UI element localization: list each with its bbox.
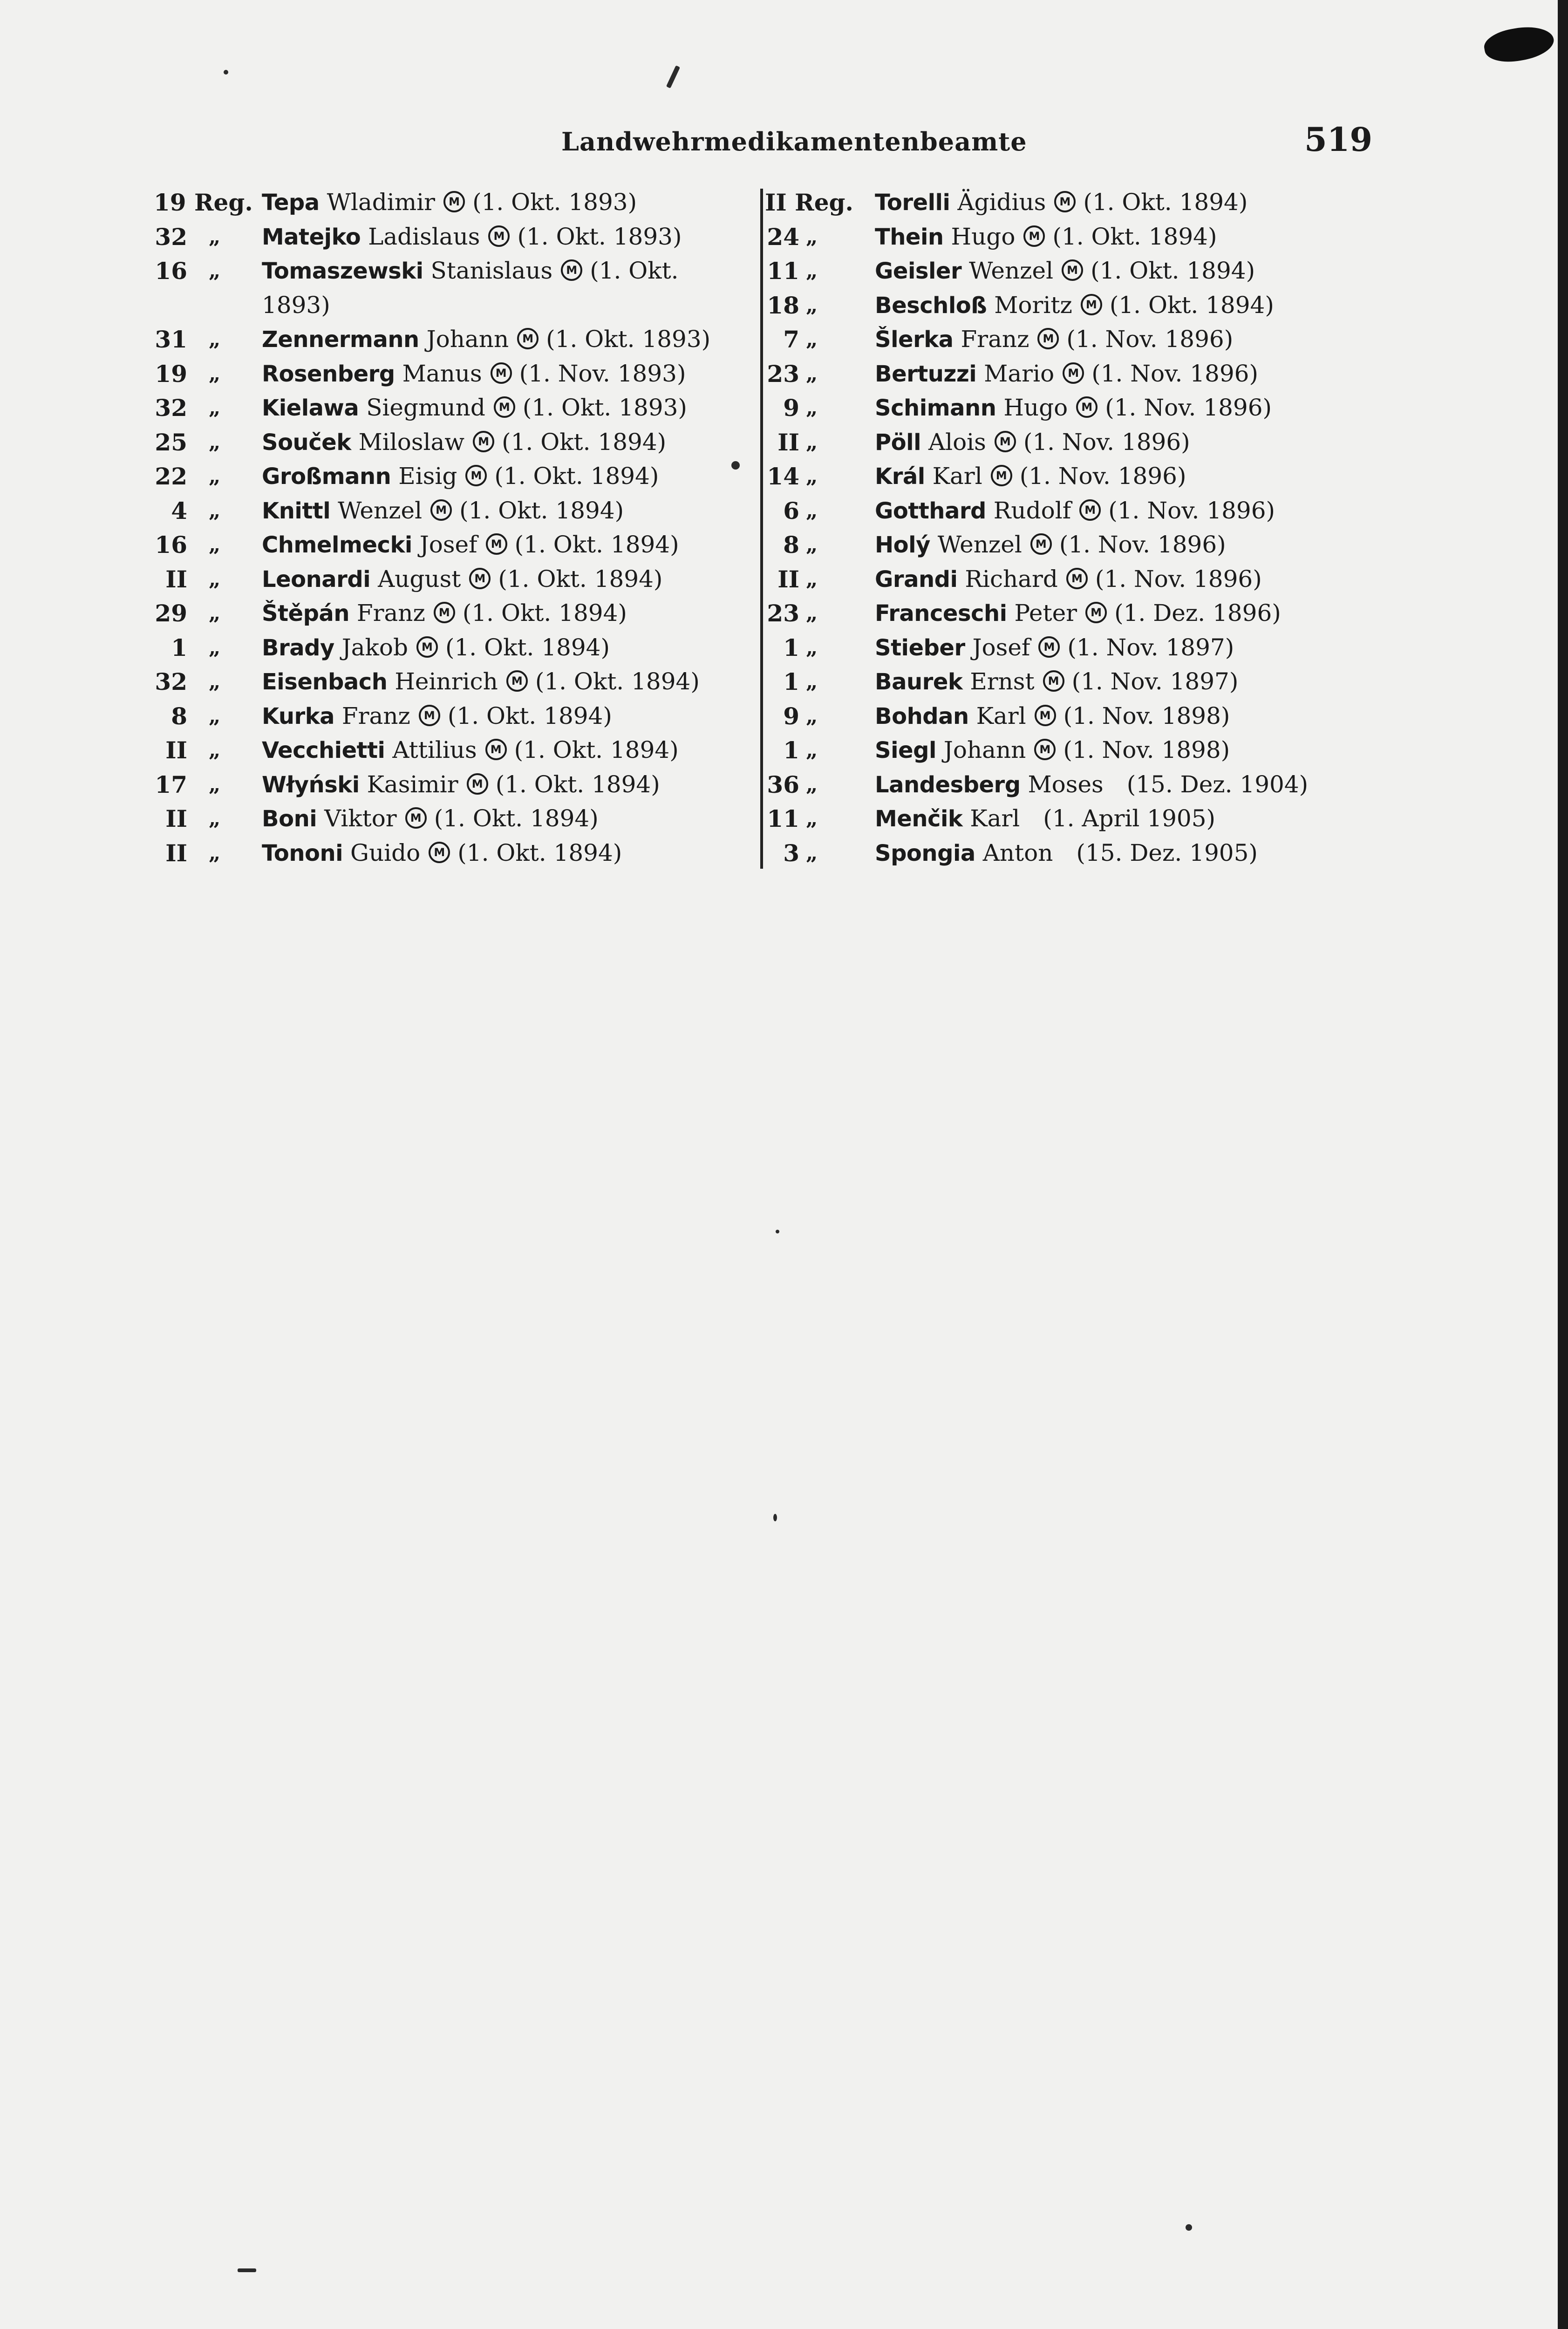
ink-blot: [1482, 22, 1556, 67]
appointment-date: (1. Nov. 1898): [1063, 736, 1230, 763]
first-name: Karl: [932, 463, 982, 490]
ditto-mark: „: [806, 567, 818, 591]
surname: Knittl: [262, 497, 331, 524]
appointment-date: (15. Dez. 1905): [1076, 839, 1258, 866]
ditto-mark: „: [209, 670, 221, 694]
ditto-mark: „: [806, 225, 818, 249]
ditto-mark: „: [209, 841, 221, 865]
ditto-mark: „: [806, 807, 818, 831]
ditto-mark: „: [806, 601, 818, 625]
first-name: Rudolf: [993, 497, 1071, 524]
regiment-number: 16: [155, 531, 187, 558]
ditto-mark: „: [209, 430, 221, 454]
person-entry: [262, 459, 659, 494]
appointment-date: (1. Okt. 1893): [546, 326, 711, 353]
first-name: Wenzel: [937, 531, 1022, 558]
regiment-number: 23: [767, 599, 799, 627]
surname: Tomaszewski: [262, 258, 423, 284]
first-name: Hugo: [1003, 394, 1068, 421]
surname: Kurka: [262, 703, 335, 729]
regiment-number: 25: [155, 428, 187, 456]
ditto-mark: „: [209, 464, 221, 488]
surname: Eisenbach: [262, 669, 388, 695]
regiment-number: II Reg.: [765, 189, 853, 216]
circled-m-icon: M: [486, 533, 507, 555]
first-name: Karl: [976, 702, 1026, 729]
appointment-date: (1. Nov. 1896): [1108, 497, 1275, 524]
regiment-number: 14: [767, 463, 799, 490]
regiment-number: 9: [783, 702, 799, 730]
first-name: Ernst: [970, 668, 1035, 695]
first-name: Franz: [356, 599, 425, 627]
scan-speck: [731, 461, 740, 470]
regiment-number: 16: [155, 257, 187, 285]
appointment-date: (1. Okt. 1894): [535, 668, 700, 695]
first-name: Heinrich: [395, 668, 498, 695]
appointment-date: (1. Okt. 1894): [494, 463, 659, 490]
first-name: Peter: [1014, 599, 1077, 627]
first-name: Attilius: [392, 736, 477, 763]
circled-m-icon: M: [1085, 602, 1107, 623]
person-entry: [875, 836, 1258, 871]
surname: Włyński: [262, 771, 360, 798]
regiment-number: 6: [783, 497, 799, 524]
ditto-mark: „: [806, 396, 818, 420]
regiment-number: 19 Reg.: [154, 189, 253, 216]
surname: Vecchietti: [262, 737, 385, 763]
appointment-date-continued: 1893): [262, 291, 330, 319]
regiment-number: II: [165, 839, 187, 867]
circled-m-icon: M: [1023, 225, 1045, 247]
appointment-date: (1. April 1905): [1043, 805, 1216, 832]
regiment-number: 1: [171, 633, 187, 661]
surname: Holý: [875, 532, 930, 558]
appointment-date: (1. Nov. 1896): [1023, 428, 1190, 456]
ditto-mark: „: [806, 361, 818, 386]
person-entry: [875, 665, 1238, 700]
person-entry: [875, 220, 1217, 255]
person-entry: [262, 391, 687, 426]
appointment-date: (1. Nov. 1896): [1105, 394, 1272, 421]
surname: Bertuzzi: [875, 361, 977, 387]
first-name: Miloslaw: [358, 428, 465, 456]
first-name: Franz: [961, 326, 1029, 353]
first-name: Wenzel: [969, 257, 1054, 284]
circled-m-icon: M: [995, 431, 1016, 452]
first-name: Jakob: [341, 633, 408, 661]
appointment-date: (1. Nov. 1896): [1095, 565, 1262, 592]
page-number: 519: [1304, 120, 1373, 159]
first-name: Johann: [426, 326, 509, 353]
first-name: Richard: [965, 565, 1058, 592]
first-name: August: [378, 565, 461, 592]
person-entry: [262, 254, 679, 319]
surname: Boni: [262, 806, 317, 832]
regiment-number: II: [165, 565, 187, 593]
surname: Franceschi: [875, 600, 1007, 627]
surname: Landesberg: [875, 771, 1021, 798]
appointment-date: (1. Okt. 1894): [445, 633, 610, 661]
regiment-number: 17: [155, 770, 187, 798]
person-entry: [875, 699, 1230, 734]
circled-m-icon: M: [443, 191, 465, 212]
person-entry: [875, 596, 1281, 631]
regiment-number: 9: [783, 394, 799, 422]
appointment-date: (1. Okt.: [590, 257, 679, 284]
regiment-number: II: [777, 565, 799, 593]
regiment-number: 23: [767, 360, 799, 388]
appointment-date: (1. Okt. 1894): [459, 497, 624, 524]
first-name: Alois: [928, 428, 986, 456]
ditto-mark: „: [209, 601, 221, 625]
first-name: Wenzel: [338, 497, 423, 524]
appointment-date: (1. Nov. 1896): [1066, 326, 1234, 353]
first-name: Manus: [402, 360, 482, 387]
ditto-mark: „: [806, 533, 818, 557]
first-name: Josef: [419, 531, 477, 558]
surname: Thein: [875, 224, 944, 250]
regiment-number: 3: [783, 839, 799, 867]
circled-m-icon: M: [469, 568, 491, 589]
circled-m-icon: M: [1076, 396, 1098, 418]
first-name: Guido: [350, 839, 421, 866]
ditto-mark: „: [209, 807, 221, 831]
appointment-date: (1. Nov. 1896): [1019, 463, 1186, 490]
ditto-mark: „: [209, 498, 221, 523]
person-entry: [875, 768, 1308, 803]
scan-speck: [238, 2268, 256, 2272]
person-entry: [262, 528, 679, 563]
regiment-number: 36: [767, 770, 799, 798]
scan-speck: [776, 1230, 779, 1233]
surname: Šlerka: [875, 327, 954, 353]
person-entry: [875, 528, 1226, 563]
ditto-mark: „: [806, 635, 818, 660]
regiment-number: II: [777, 428, 799, 456]
regiment-number: 19: [155, 360, 187, 388]
first-name: Moses: [1028, 770, 1104, 798]
ditto-mark: „: [209, 772, 221, 797]
column-divider: [760, 189, 763, 869]
circled-m-icon: M: [1030, 533, 1052, 555]
circled-m-icon: M: [1066, 568, 1088, 589]
ditto-mark: „: [209, 533, 221, 557]
regiment-number: 11: [767, 805, 799, 832]
circled-m-icon: M: [1034, 739, 1056, 760]
person-entry: [262, 596, 627, 631]
surname: Siegl: [875, 737, 936, 763]
first-name: Stanislaus: [430, 257, 553, 284]
surname: Beschloß: [875, 292, 987, 319]
circled-m-icon: M: [1038, 636, 1060, 658]
appointment-date: (1. Okt. 1894): [514, 736, 679, 763]
first-name: Ägidius: [957, 189, 1046, 216]
regiment-number: 29: [155, 599, 187, 627]
regiment-number: 8: [783, 531, 799, 558]
circled-m-icon: M: [416, 636, 438, 658]
person-entry: [875, 802, 1215, 837]
circled-m-icon: M: [1043, 670, 1064, 692]
regiment-number: 22: [155, 463, 187, 490]
surname: Gotthard: [875, 497, 986, 524]
person-entry: [262, 699, 612, 734]
surname: Pöll: [875, 429, 921, 456]
surname: Bohdan: [875, 703, 969, 729]
person-entry: [262, 425, 666, 460]
first-name: Kasimir: [367, 770, 458, 798]
ditto-mark: „: [806, 704, 818, 728]
circled-m-icon: M: [1054, 191, 1076, 212]
surname: Schimann: [875, 395, 996, 421]
first-name: Anton: [982, 839, 1053, 866]
appointment-date: (1. Okt. 1894): [434, 805, 599, 832]
ditto-mark: „: [806, 430, 818, 454]
first-name: Eisig: [398, 463, 457, 490]
person-entry: [262, 733, 679, 768]
ditto-mark: „: [806, 464, 818, 488]
first-name: Ladislaus: [368, 223, 480, 250]
circled-m-icon: M: [1081, 294, 1102, 315]
appointment-date: (1. Nov. 1896): [1059, 531, 1226, 558]
regiment-number: 1: [783, 668, 799, 695]
circled-m-icon: M: [429, 842, 450, 863]
surname: Zennermann: [262, 327, 419, 353]
appointment-date: (1. Okt. 1894): [495, 770, 660, 798]
regiment-number: 11: [767, 257, 799, 285]
regiment-number: 31: [155, 326, 187, 353]
appointment-date: (1. Nov. 1897): [1067, 633, 1234, 661]
circled-m-icon: M: [473, 431, 494, 452]
appointment-date: (15. Dez. 1904): [1126, 770, 1309, 798]
scan-edge-right: [1558, 0, 1568, 2329]
circled-m-icon: M: [1035, 705, 1056, 726]
ditto-mark: „: [806, 259, 818, 283]
circled-m-icon: M: [1037, 328, 1059, 349]
ditto-mark: „: [209, 704, 221, 728]
person-entry: [875, 494, 1275, 529]
ditto-mark: „: [806, 498, 818, 523]
surname: Baurek: [875, 669, 963, 695]
ditto-mark: „: [209, 225, 221, 249]
surname: Tononi: [262, 840, 343, 866]
appointment-date: (1. Okt. 1894): [462, 599, 627, 627]
first-name: Siegmund: [366, 394, 485, 421]
ditto-mark: „: [209, 635, 221, 660]
appointment-date: (1. Nov. 1896): [1091, 360, 1258, 387]
circled-m-icon: M: [430, 499, 452, 521]
person-entry: [875, 322, 1233, 357]
ditto-mark: „: [209, 327, 221, 351]
surname: Spongia: [875, 840, 975, 866]
scan-speck: [224, 70, 228, 75]
appointment-date: (1. Okt. 1893): [522, 394, 687, 421]
regiment-number: 18: [767, 291, 799, 319]
person-entry: [875, 254, 1255, 289]
circled-m-icon: M: [488, 225, 510, 247]
ditto-mark: „: [806, 738, 818, 762]
appointment-date: (1. Okt. 1894): [1083, 189, 1248, 216]
person-entry: [262, 357, 686, 392]
scan-speck: [666, 65, 680, 89]
regiment-number: 1: [783, 736, 799, 764]
person-entry: [875, 185, 1248, 220]
surname: Souček: [262, 429, 351, 456]
regiment-number: 32: [155, 394, 187, 422]
appointment-date: (1. Okt. 1894): [514, 531, 679, 558]
circled-m-icon: M: [485, 739, 507, 760]
surname: Tepa: [262, 190, 320, 216]
person-entry: [262, 631, 610, 666]
ditto-mark: „: [209, 361, 221, 386]
regiment-number: 32: [155, 223, 187, 251]
first-name: Hugo: [951, 223, 1016, 250]
surname: Leonardi: [262, 566, 371, 592]
ditto-mark: „: [209, 738, 221, 762]
circled-m-icon: M: [1079, 499, 1101, 521]
surname: Štěpán: [262, 600, 349, 627]
regiment-number: 24: [767, 223, 799, 251]
person-entry: [875, 459, 1186, 494]
person-entry: [875, 631, 1234, 666]
ditto-mark: „: [209, 259, 221, 283]
appointment-date: (1. Dez. 1896): [1114, 599, 1281, 627]
regiment-number: II: [165, 805, 187, 832]
person-entry: [262, 768, 660, 803]
appointment-date: (1. Nov. 1897): [1071, 668, 1239, 695]
circled-m-icon: M: [434, 602, 455, 623]
circled-m-icon: M: [991, 465, 1012, 486]
surname: Matejko: [262, 224, 361, 250]
regiment-number: 1: [783, 633, 799, 661]
person-entry: [262, 836, 622, 871]
ditto-mark: „: [806, 327, 818, 351]
first-name: Josef: [972, 633, 1030, 661]
ditto-mark: „: [209, 396, 221, 420]
circled-m-icon: M: [419, 705, 440, 726]
appointment-date: (1. Okt. 1894): [457, 839, 622, 866]
scan-speck: [773, 1514, 777, 1521]
circled-m-icon: M: [561, 259, 582, 281]
regiment-number: 4: [171, 497, 187, 524]
person-entry: [875, 733, 1230, 768]
surname: Kielawa: [262, 395, 359, 421]
surname: Stieber: [875, 634, 965, 661]
scan-speck: [1186, 2224, 1192, 2231]
appointment-date: (1. Okt. 1893): [472, 189, 637, 216]
regiment-number: 7: [783, 326, 799, 353]
first-name: Wladimir: [327, 189, 436, 216]
person-entry: [875, 425, 1190, 460]
regiment-number: II: [165, 736, 187, 764]
surname: Geisler: [875, 258, 962, 284]
person-entry: [875, 357, 1258, 392]
appointment-date: (1. Okt. 1894): [498, 565, 663, 592]
appointment-date: (1. Okt. 1894): [447, 702, 612, 729]
circled-m-icon: M: [467, 773, 488, 795]
person-entry: [875, 288, 1274, 323]
surname: Grandi: [875, 566, 958, 592]
ditto-mark: „: [806, 670, 818, 694]
surname: Brady: [262, 634, 334, 661]
regiment-number: 32: [155, 668, 187, 695]
person-entry: [262, 322, 710, 357]
first-name: Mario: [984, 360, 1055, 387]
appointment-date: (1. Nov. 1893): [519, 360, 686, 387]
ditto-mark: „: [806, 293, 818, 317]
first-name: Moritz: [994, 291, 1072, 319]
circled-m-icon: M: [506, 670, 528, 692]
appointment-date: (1. Okt. 1894): [1109, 291, 1274, 319]
appointment-date: (1. Okt. 1893): [517, 223, 682, 250]
first-name: Viktor: [324, 805, 397, 832]
circled-m-icon: M: [1063, 362, 1084, 384]
running-header: Landwehrmedikamentenbeamte: [561, 127, 1027, 157]
circled-m-icon: M: [517, 328, 539, 349]
circled-m-icon: M: [494, 396, 515, 418]
surname: Menčik: [875, 806, 963, 832]
appointment-date: (1. Okt. 1894): [1052, 223, 1217, 250]
appointment-date: (1. Okt. 1894): [1091, 257, 1255, 284]
surname: Großmann: [262, 463, 391, 490]
ditto-mark: „: [806, 841, 818, 865]
ditto-mark: „: [209, 567, 221, 591]
ditto-mark: „: [806, 772, 818, 797]
first-name: Franz: [341, 702, 410, 729]
person-entry: [262, 802, 599, 837]
circled-m-icon: M: [491, 362, 512, 384]
circled-m-icon: M: [465, 465, 487, 486]
person-entry: [262, 185, 637, 220]
circled-m-icon: M: [1062, 259, 1083, 281]
surname: Král: [875, 463, 925, 490]
person-entry: [262, 494, 624, 529]
person-entry: [875, 391, 1272, 426]
first-name: Johann: [943, 736, 1026, 763]
surname: Rosenberg: [262, 361, 395, 387]
surname: Torelli: [875, 190, 950, 216]
surname: Chmelmecki: [262, 532, 412, 558]
circled-m-icon: M: [405, 807, 427, 829]
person-entry: [262, 220, 682, 255]
first-name: Karl: [970, 805, 1020, 832]
regiment-number: 8: [171, 702, 187, 730]
person-entry: [262, 665, 700, 700]
person-entry: [875, 562, 1262, 597]
appointment-date: (1. Nov. 1898): [1063, 702, 1230, 729]
person-entry: [262, 562, 662, 597]
appointment-date: (1. Okt. 1894): [502, 428, 667, 456]
